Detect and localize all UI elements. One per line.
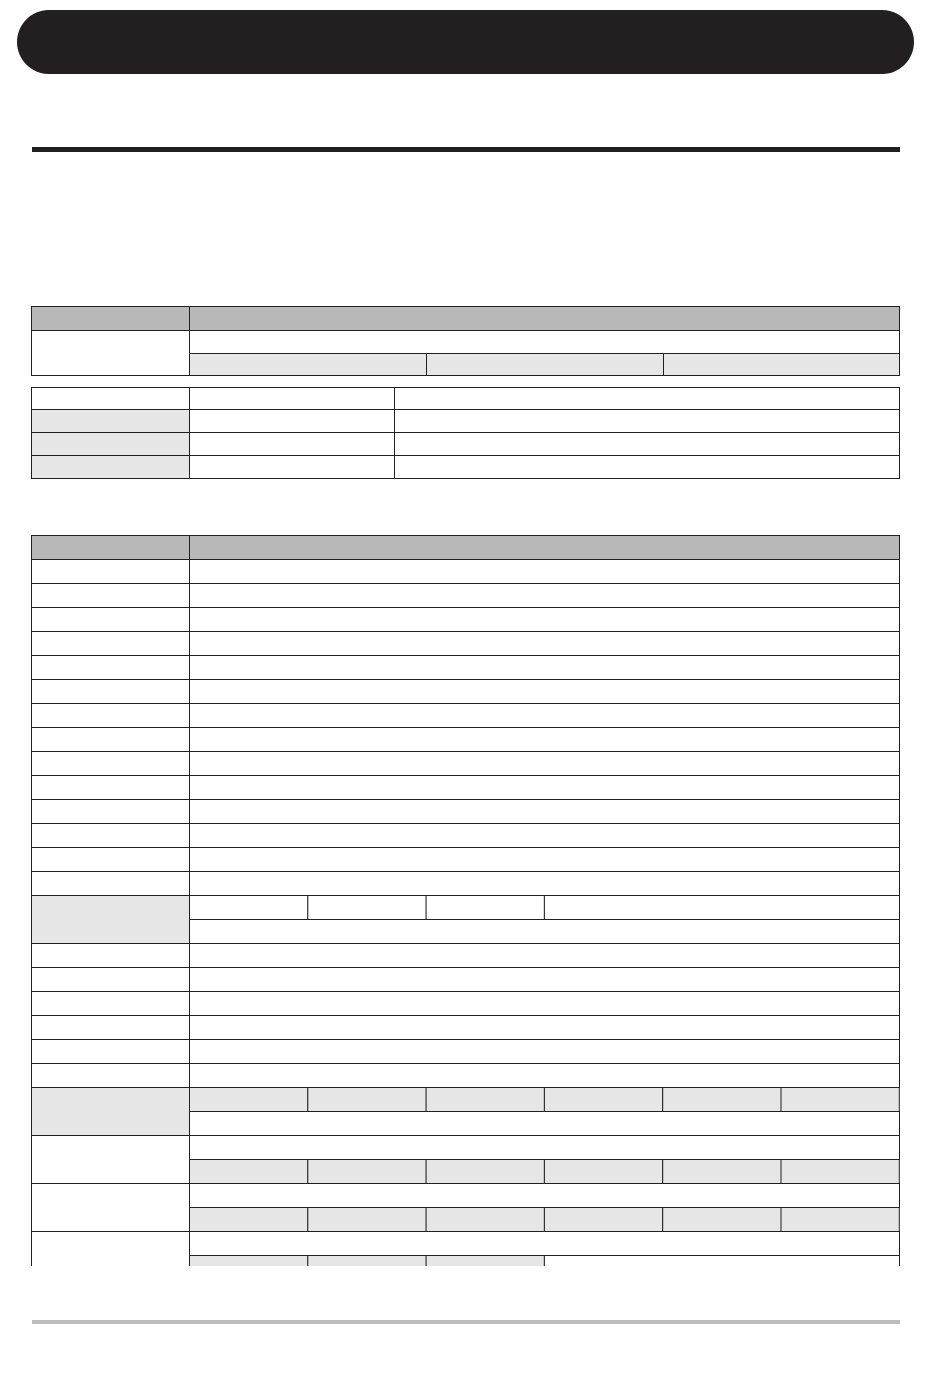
upper-detail-note — [395, 388, 900, 410]
spec-row-value — [190, 1136, 900, 1160]
spec-row-value — [190, 704, 900, 728]
upper-detail-label — [32, 410, 190, 433]
spec-row-label — [32, 1184, 190, 1232]
spec-row-value — [190, 632, 900, 656]
spec-row-label — [32, 992, 190, 1016]
spec-sub-cell — [308, 896, 426, 920]
upper-detail-note — [395, 410, 900, 433]
upper-detail-note — [395, 456, 900, 479]
spec-row-value — [190, 800, 900, 824]
spec-sub-cell — [308, 1208, 426, 1232]
spec-row-value — [190, 1064, 900, 1088]
spec-row-value — [190, 776, 900, 800]
spec-row-label — [32, 704, 190, 728]
spec-row-label — [32, 1064, 190, 1088]
spec-row-label — [32, 656, 190, 680]
spec-sub-cell — [426, 1208, 544, 1232]
spec-sub-cell — [308, 1160, 426, 1184]
upper-detail-value — [190, 433, 395, 456]
upper-detail-label — [32, 388, 190, 410]
spec-row-label — [32, 776, 190, 800]
upper-detail-label — [32, 456, 190, 479]
spec-row-value — [190, 848, 900, 872]
spec-row-label — [32, 800, 190, 824]
spec-row-label — [32, 824, 190, 848]
spec-sub-cell — [663, 1088, 781, 1112]
spec-row-label — [32, 752, 190, 776]
spec-row-label — [32, 1088, 190, 1136]
spec-row-value — [190, 1232, 900, 1256]
spec-row-label — [32, 728, 190, 752]
lower-header-value — [190, 536, 900, 560]
upper-row-label — [32, 331, 190, 376]
spec-row-value — [190, 920, 900, 944]
spec-row-value — [190, 680, 900, 704]
spec-sub-cell — [308, 1088, 426, 1112]
spec-row-label — [32, 1232, 190, 1267]
spec-row-value — [190, 560, 900, 584]
spec-row-value — [190, 872, 900, 896]
spec-sub-cell — [544, 1088, 662, 1112]
spec-row-value — [190, 752, 900, 776]
spec-sub-cell — [426, 1256, 544, 1267]
title-rule — [32, 147, 900, 152]
spec-row-value — [190, 944, 900, 968]
spec-row-value — [190, 1112, 900, 1136]
spec-sub-cell — [544, 1208, 662, 1232]
spec-row-label — [32, 1040, 190, 1064]
spec-row-label — [32, 944, 190, 968]
upper-header-value — [190, 307, 900, 331]
spec-sub-cell — [781, 1208, 899, 1232]
spec-sub-cell — [190, 1088, 308, 1112]
spec-sub-cell — [781, 1160, 899, 1184]
spec-row-value — [190, 968, 900, 992]
spec-sub-trailing — [544, 896, 899, 920]
spec-table-lower — [31, 535, 900, 1266]
spec-sub-cell — [190, 1208, 308, 1232]
header-bar — [17, 10, 914, 74]
spec-row-value — [190, 728, 900, 752]
spec-sub-cell — [426, 896, 544, 920]
spec-row-value — [190, 992, 900, 1016]
spec-sub-cell — [426, 1088, 544, 1112]
spec-sub-cell — [308, 1256, 426, 1267]
spec-row-label — [32, 968, 190, 992]
spec-sub-cell — [190, 1256, 308, 1267]
spec-sub-cell — [190, 896, 308, 920]
spec-row-value — [190, 1040, 900, 1064]
spec-row-value — [190, 608, 900, 632]
spec-table-upper — [31, 306, 900, 480]
spec-sub-cell — [190, 1160, 308, 1184]
upper-detail-value — [190, 410, 395, 433]
spec-sub-cell — [426, 1160, 544, 1184]
spec-row-label — [32, 584, 190, 608]
spec-row-label — [32, 1016, 190, 1040]
spec-row-label — [32, 848, 190, 872]
spec-row-label — [32, 872, 190, 896]
upper-detail-label — [32, 433, 190, 456]
spec-row-label — [32, 608, 190, 632]
upper-row-value — [190, 331, 900, 354]
spec-row-label — [32, 896, 190, 944]
upper-detail-value — [190, 456, 395, 479]
lower-header-label — [32, 536, 190, 560]
footer-rule — [32, 1320, 900, 1324]
spec-row-value — [190, 584, 900, 608]
spec-sub-trailing — [544, 1256, 899, 1267]
upper-header-label — [32, 307, 190, 331]
spec-sub-cell — [663, 1160, 781, 1184]
spec-row-value — [190, 1184, 900, 1208]
spec-sub-cell — [663, 1208, 781, 1232]
spec-sub-cell — [544, 1160, 662, 1184]
spec-row-label — [32, 632, 190, 656]
upper-detail-value — [190, 388, 395, 410]
upper-sub-cell — [427, 354, 664, 376]
spec-row-value — [190, 824, 900, 848]
upper-sub-cell — [190, 354, 427, 376]
spec-row-value — [190, 1016, 900, 1040]
upper-sub-cell — [664, 354, 900, 376]
spec-sub-cell — [781, 1088, 899, 1112]
spec-row-label — [32, 680, 190, 704]
spec-row-value — [190, 656, 900, 680]
upper-detail-note — [395, 433, 900, 456]
spec-row-label — [32, 560, 190, 584]
spec-row-label — [32, 1136, 190, 1184]
